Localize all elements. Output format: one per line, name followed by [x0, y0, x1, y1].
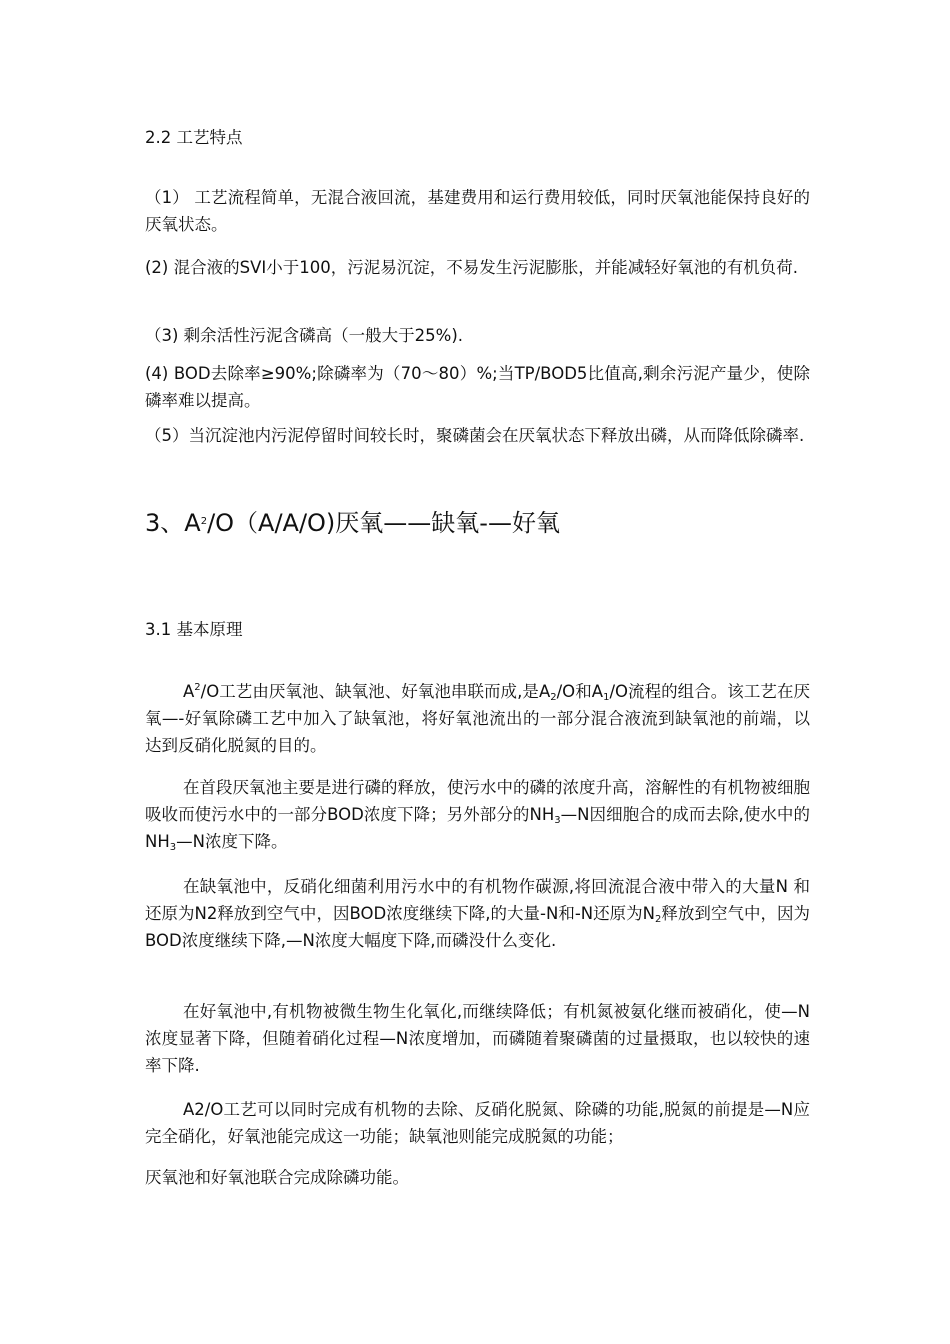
p1-b: /O工艺由厌氧池、缺氧池、好氧池串联而成,是A: [200, 682, 551, 701]
paragraph-5: A2/O工艺可以同时完成有机物的去除、反硝化脱氮、除磷的功能,脱氮的前提是—N应完全硝化，好氧池能完成这一功能；缺氧池则能完成脱氮的功能；: [145, 1100, 810, 1146]
p2-b-sub: 3: [169, 842, 177, 853]
p1-a: A: [183, 682, 195, 701]
paragraph-3: [145, 873, 810, 954]
section-3-1-heading: 3.1 基本原理: [145, 620, 243, 639]
feature-item-3: （3) 剩余活性污泥含磷高（一般大于25%).: [145, 326, 464, 345]
p2-a-sub: 3: [554, 815, 561, 826]
p2-c: —N浓度下降。: [176, 832, 288, 851]
paragraph-2: [145, 774, 810, 855]
paragraph-6: 厌氧池和好氧池联合完成除磷功能。: [145, 1168, 409, 1187]
section-3-heading-pre: 3、A: [145, 509, 201, 537]
p3-a-sub: 2: [655, 914, 662, 925]
p2-b: —N因细胞合的成而去除,使水中的NH: [145, 805, 810, 851]
p1-a-sup: 2: [194, 682, 201, 693]
section-3-heading-sup: 2: [200, 516, 208, 527]
feature-item-2: (2) 混合液的SVI小于100，污泥易沉淀，不易发生污泥膨胀，并能减轻好氧池的有机负荷.: [145, 258, 798, 277]
feature-item-1: （1） 工艺流程简单，无混合液回流，基建费用和运行费用较低，同时厌氧池能保持良好的厌氧状态。: [145, 188, 810, 234]
section-3-heading-post: /O（A/A/O)厌氧——缺氧-—好氧: [207, 509, 560, 537]
feature-item-4: (4) BOD去除率≥90%;除磷率为（70～80）%;当TP/BOD5比值高,剩余污泥产量少，使除磷率难以提高。: [145, 364, 810, 410]
p3-a: 在缺氧池中，反硝化细菌利用污水中的有机物作碳源,将回流混合液中带入的大量N 和还原为N2释放到空气中，因BOD浓度继续下降,的大量-N和-N还原为N: [145, 877, 810, 923]
paragraph-1: [145, 678, 810, 759]
paragraph-4: 在好氧池中,有机物被微生物生化氧化,而继续降低；有机氮被氨化继而被硝化，使—N浓度显著下降，但随着硝化过程—N浓度增加，而磷随着聚磷菌的过量摄取，也以较快的速率下降.: [145, 1002, 810, 1075]
p1-d: /O流程的组合。该工艺在厌氧—-好氧除磷工艺中加入了缺氧池，将好氧池流出的一部分混合液流到缺氧池的前端，以达到反硝化脱氮的目的。: [145, 682, 810, 755]
p1-c-sub: 1: [603, 692, 610, 703]
p2-a: 在首段厌氧池主要是进行磷的释放，使污水中的磷的浓度升高，溶解性的有机物被细胞吸收而使污水中的一部分BOD浓度下降；另外部分的NH: [145, 778, 810, 824]
p1-b-sub: 2: [550, 692, 557, 703]
feature-item-5: （5）当沉淀池内污泥停留时间较长时，聚磷菌会在厌氧状态下释放出磷，从而降低除磷率.: [145, 426, 805, 445]
section-2-2-heading: 2.2 工艺特点: [145, 128, 243, 147]
section-3-heading: [145, 508, 810, 538]
p3-b: 释放到空气中，因为BOD浓度继续下降,—N浓度大幅度下降,而磷没什么变化.: [145, 904, 810, 950]
p1-c: /O和A: [556, 682, 604, 701]
